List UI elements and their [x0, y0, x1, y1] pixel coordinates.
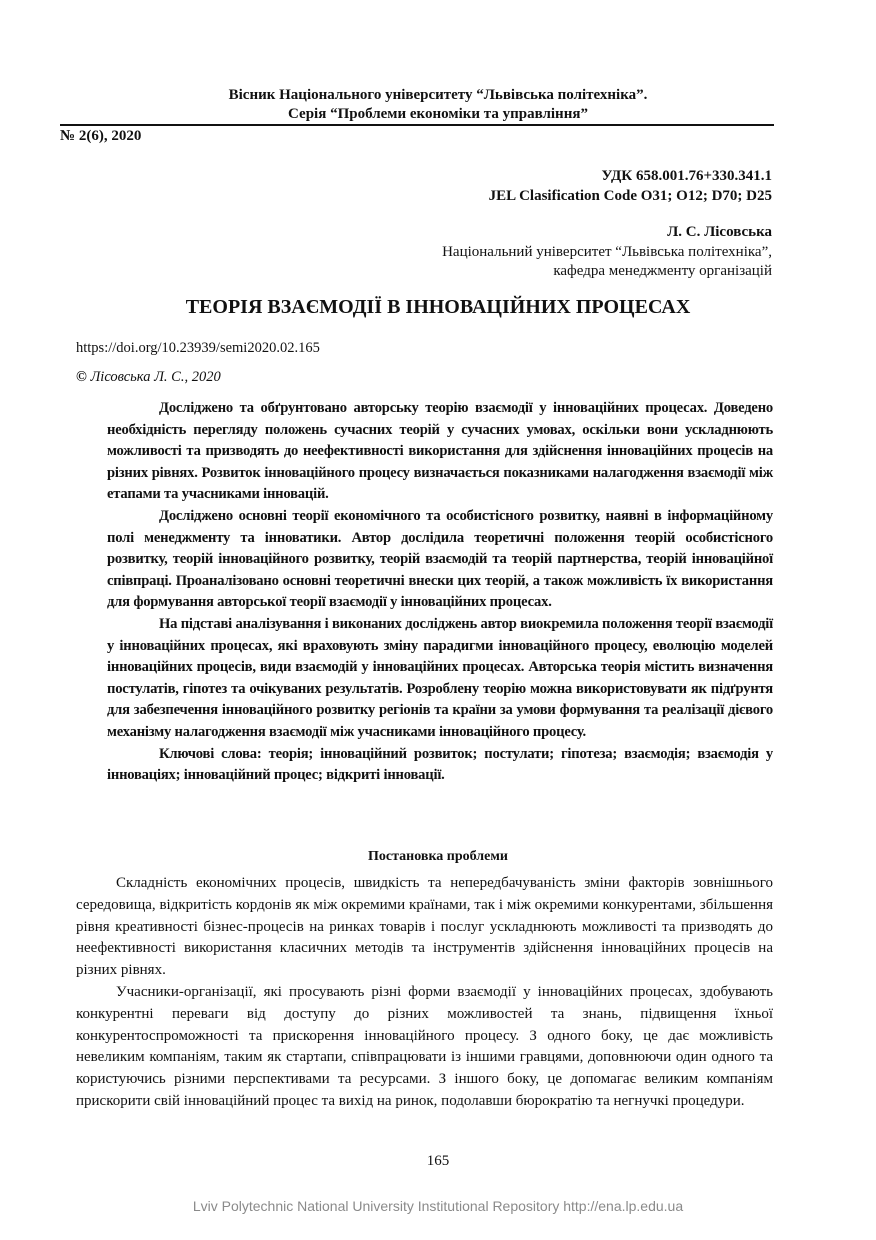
- keywords: Ключові слова: теорія; інноваційний розвиток; постулати; гіпотеза; взаємодія; взаємодія у інноваціях; інноваційний процес; відкриті інновації.: [107, 745, 773, 784]
- abstract-paragraph: Досліджено та обґрунтовано авторську теорію взаємодії у інноваційних процесах. Доведено необхідність перегляду положень сучасних теорій у сучасних умовах, оскільки вони ускладнюють можливості та призводять до неефективності використання для здійснення інноваційних процесів на різних рівнях. Розвиток інноваційного процесу визначається показниками налагодження взаємодії між етапами та учасниками інновацій.: [107, 400, 773, 503]
- body-paragraph: Складність економічних процесів, швидкість та непередбачуваність зміни факторів зовнішнього середовища, відкритість кордонів як між окремими країнами, так і між окремими конкурентами, збільшення рівня креативності бізнес-процесів на ринках товарів і послуг ускладнюють можливості та призводять до неефективності використання класичних методів та інструментів здійснення інноваційних процесів на різних рівнях.: [76, 875, 773, 979]
- jel-codes: O31; O12; D70; D25: [640, 188, 772, 204]
- article-title: ТЕОРІЯ ВЗАЄМОДІЇ В ІННОВАЦІЙНИХ ПРОЦЕСАХ: [185, 296, 691, 318]
- journal-name: Вісник Національного університету “Львівська політехніка”.: [228, 87, 648, 103]
- body-text: [76, 873, 773, 1113]
- copyright: [76, 369, 221, 386]
- udc-code: УДК 658.001.76+330.341.1: [601, 168, 772, 184]
- abstract-paragraph: На підставі аналізування і виконаних досліджень автор виокремила положення теорії взаємодії у інноваційних процесах, які враховують зміну парадигми інноваційного процесу, еволюцію моделей інноваційних процесів, види взаємодій у інноваційних процесах. Авторська теорія містить визначення постулатів, гіпотез та очікуваних результатів. Розроблену теорію можна використовувати як підґрунтя для забезпечення інноваційного розвитку регіонів та країни за умови формування та реалізації дієвого механізму налагодження взаємодії між учасниками інноваційного процесу.: [107, 615, 773, 740]
- affiliation-university: Національний університет “Львівська політехніка”,: [442, 244, 772, 260]
- affiliation-department: кафедра менеджменту організацій: [553, 263, 772, 279]
- jel-label: JEL Clasification Code: [488, 188, 641, 204]
- page-number: 165: [426, 1153, 450, 1169]
- author: Л. С. Лісовська: [667, 224, 772, 240]
- copyright-symbol: ©: [76, 369, 87, 385]
- header-rule: [60, 124, 774, 126]
- journal-series: Серія “Проблеми економіки та управління”: [288, 106, 588, 122]
- abstract-paragraph: Досліджено основні теорії економічного та особистісного розвитку, наявні в інформаційному полі менеджменту та інноватики. Автор дослідила теоретичні положення теорій особистісного розвитку, теорій інноваційного розвитку, теорій взаємодій та теорій партнерства, теорій інноваційної співпраці. Проаналізовано основні теоретичні внески цих теорій, а також можливість їх використання для формування авторської теорії взаємодії у інноваційних процесах.: [107, 507, 773, 611]
- section-heading: Постановка проблеми: [368, 849, 508, 864]
- issue-number: № 2(6), 2020: [60, 128, 142, 144]
- repository-footer: Lviv Polytechnic National University Institutional Repository http://ena.lp.edu.ua: [192, 1198, 684, 1214]
- copyright-holder: Лісовська Л. С., 2020: [86, 369, 221, 385]
- abstract: [107, 398, 773, 787]
- jel-code: [489, 186, 772, 206]
- body-paragraph: Учасники-організації, які просувають різні форми взаємодії у інноваційних процесах, здобувають конкурентні переваги від доступу до різних можливостей та знань, підвищення їхньої конкурентоспроможності та прискорення інноваційного процесу. З одного боку, це дає можливість невеликим компаніям, таким як стартапи, співпрацювати із іншими гравцями, доповнюючи один одного та користуючись різними перспективами та ресурсами. З іншого боку, це допомагає великим компаніям прискорити свій інноваційний процес та вихід на ринок, подолавши бюрократію та негнучкі процедури.: [76, 983, 773, 1109]
- doi-link[interactable]: https://doi.org/10.23939/semi2020.02.165: [76, 340, 320, 356]
